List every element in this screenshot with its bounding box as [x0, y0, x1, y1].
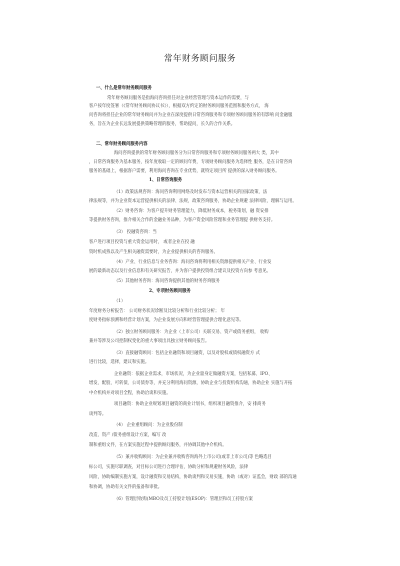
paragraph-line: （5）其他财务咨询：海问咨询提供其他的财务咨询服务 [114, 279, 220, 284]
document-title: 常年财务顾问服务 [163, 54, 236, 64]
paragraph-line: （1） [114, 299, 126, 304]
paragraph-line: （3） 投融资咨询：当 [114, 230, 157, 235]
paragraph-line: 谈判等。 [89, 412, 107, 417]
paragraph-line: 风险，协助编制实施方案，设计融资和交易结构，协助谈判和交易实施，协助（或对）证监会，财政 部的沟通 [89, 475, 297, 480]
paragraph-line: （4）产业、行业信息与业务咨询：海问咨询将利用相关资源提供相关产业、行业发 [114, 260, 272, 265]
paragraph-line: 问咨询将担任企业的常年财务顾问并为企业在深度提供日常咨询服务和专项财务顾问服务的有影响 问金融服 [89, 113, 293, 118]
paragraph-line: 务，旨在为企业长远发展提供策略管理的服务，帮助提问，长久的合作关系。 [89, 122, 236, 127]
paragraph-line: 律法规等，并为企业资本运营提供相关的法律、法规，政策咨询服务，协助企业规避 法律风险，理解与运用。 [89, 199, 297, 204]
paragraph-line: 企业融资：依据企业需求，市场状况，为企业量身定做融资方案，包括私募、IPO、 [114, 372, 273, 377]
section-heading: 二、常年财务顾问服务内容 [96, 142, 148, 147]
paragraph-line: 客户按年度签署（《常年财务顾问协议书》），根据双方约定的财务顾问服务范围和服务方式， 海 [89, 104, 269, 109]
paragraph-line: 海问咨询提供的常年财务顾问服务分为日常咨询服务和专项财务顾问服务两大 类，其中 [114, 151, 279, 156]
paragraph-line: 年度财务分析报告： 公司财务状况诊断及比较分析和行业比较分析； 年 [89, 309, 225, 314]
paragraph-line: 进行比较，选择，建议和实施。 [89, 360, 150, 365]
paragraph-line: （5）兼并收购顾问：为企业兼并收购咨询海外上市公司(或非上市公司)等 色略选目 [114, 455, 272, 460]
paragraph-line: 客户进行项目投资与重大资金运用时， 或者企业在投 融 [89, 240, 195, 245]
paragraph-line: （6）管理层收购(MBO及员工持股计划(ESOP)：管理层和员工持股方案 [114, 497, 253, 502]
paragraph-line: ，日常咨询服务为基本服务，按年度收取一定的顾问年费，专项财务顾问服务为选择性 服务，是在日常咨询 [89, 160, 293, 165]
paragraph-line: 增发、配股、可转债、公司债券等，并充分利用海问资源，协助企业与投资机构沟通，协助企业 实施与开拓 [89, 381, 293, 386]
paragraph-line: 项目融资：协助企业规划项目融资的商业计划书，组织项目融资推介，安 排商务 [114, 402, 266, 407]
paragraph-line: （1）政策法规咨询：海问咨询利用网络及时发布与资本运营相关的国家政策、法 [114, 190, 268, 195]
paragraph-line: 制和重组文件，在方案实施过程中提供顾问服务，并协调其他中介机构。 [89, 443, 227, 448]
paragraph-line: 标公司，实施尽职调查，对目标公司进行合理评估，协助分析和规避财务风险，法律 [89, 465, 248, 470]
paragraph-line: 等提供财务咨询，推介相关合作的金融业务品种，为客户资金风险管理和业务管理提 供财务支持。 [89, 218, 276, 223]
paragraph-line: 资时机成熟以及产生相关融资需要时，为企业提供相关的咨询服务。 [89, 250, 218, 255]
paragraph-line: （2）财务咨询：为客户提升财务管理能力，降低财务成本，税务策划，融 资安排 [114, 209, 269, 214]
section-heading: 一、什么是常年财务顾问服务 [96, 86, 152, 91]
paragraph-line: （3）直接融资顾问：包括企业融资和项目融资，以及对股权或债权融资方 式 [114, 351, 260, 356]
paragraph-line: 中介机构并对项目全程，协助洽谈和实施。 [89, 391, 171, 396]
paragraph-line: 展的最新动态以及行业信息和有关研究报告，并为客户提供投资组合建议及投资方向参 考意见。 [89, 269, 271, 274]
paragraph-line: 改造、资产 /债务重组设计方案，编写 改 [89, 433, 167, 438]
subsection-heading: 1、日常咨询服务 [149, 178, 183, 183]
paragraph-line: 常年财务顾问服务是指海问咨询担任对企业经营管理与资本运作的需要，与 [107, 96, 249, 101]
paragraph-line: 兼并等涉及公司控制权变化的重大事项出具独立财务顾问报告。 [89, 339, 210, 344]
paragraph-line: （2）独立财务顾问服务：为企业（上市公司）关联交易、资产或债务重组， 收购 [114, 330, 269, 335]
subsection-heading: 2、专项财务顾问服务 [149, 289, 191, 294]
paragraph-line: 服务的基础上，根据客户需要，利用海问咨询在专业优势，就特定项目所 提供的深入财务顾问服务。 [89, 169, 280, 174]
paragraph-line: 和协调，协助有关文件的报备和审批。 [89, 485, 163, 490]
paragraph-line: 度财务指标预测和经营计划方案，为企业发展方向和经营管理提供合理化意见等。 [89, 318, 244, 323]
paragraph-line: （4） 企业重组顾问：为企业股份制 [114, 423, 183, 428]
